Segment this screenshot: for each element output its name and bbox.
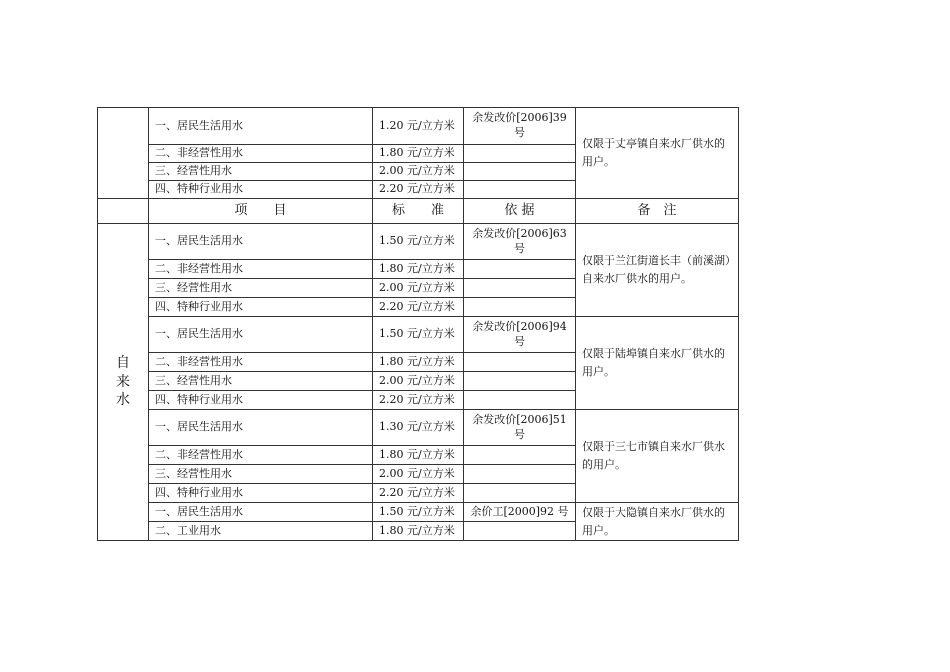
item-cell: 二、非经营性用水 [149,260,373,279]
note-cell: 仅限于丈亭镇自来水厂供水的用户。 [576,108,739,199]
basis-cell-empty [464,446,576,465]
standard-cell: 1.50 元/立方米 [373,503,464,522]
category-char: 水 [116,392,130,409]
basis-cell-empty [464,522,576,541]
item-cell: 三、经营性用水 [149,465,373,484]
standard-cell: 1.80 元/立方米 [373,522,464,541]
item-cell: 四、特种行业用水 [149,181,373,199]
note-cell: 仅限于陆埠镇自来水厂供水的用户。 [576,317,739,410]
basis-cell-empty [464,181,576,199]
basis-cell: 余发改价[2006]94号 [464,317,576,353]
item-cell: 一、居民生活用水 [149,317,373,353]
table-row [98,503,739,522]
standard-cell: 2.20 元/立方米 [373,181,464,199]
standard-cell: 2.20 元/立方米 [373,298,464,317]
table-row [98,317,739,353]
item-cell: 一、居民生活用水 [149,503,373,522]
note-cell: 仅限于兰江街道长丰（前溪湖）自来水厂供水的用户。 [576,224,739,317]
basis-cell-empty [464,465,576,484]
water-price-table [97,107,739,541]
category-char: 来 [116,373,130,390]
standard-cell: 2.00 元/立方米 [373,372,464,391]
item-cell: 三、经营性用水 [149,372,373,391]
header-row [98,199,739,224]
table-row [98,108,739,145]
standard-cell: 1.20 元/立方米 [373,108,464,145]
standard-cell: 1.80 元/立方米 [373,353,464,372]
item-cell: 四、特种行业用水 [149,484,373,503]
basis-cell: 余发改价[2006]39号 [464,108,576,145]
standard-cell: 1.50 元/立方米 [373,317,464,353]
basis-cell: 余发改价[2006]63号 [464,224,576,260]
basis-cell-empty [464,484,576,503]
standard-cell: 1.50 元/立方米 [373,224,464,260]
item-cell: 二、非经营性用水 [149,446,373,465]
item-cell: 一、居民生活用水 [149,108,373,145]
standard-cell: 2.00 元/立方米 [373,163,464,181]
standard-cell: 1.80 元/立方米 [373,260,464,279]
item-cell: 一、居民生活用水 [149,410,373,446]
header-empty [98,199,149,224]
standard-cell: 1.30 元/立方米 [373,410,464,446]
header-item: 项 目 [149,199,373,224]
item-cell: 四、特种行业用水 [149,298,373,317]
basis-cell-empty [464,353,576,372]
basis-cell-empty [464,260,576,279]
category-cell [98,224,149,541]
category-char: 自 [116,354,130,371]
item-cell: 四、特种行业用水 [149,391,373,410]
basis-cell: 余发改价[2006]51号 [464,410,576,446]
basis-cell-empty [464,279,576,298]
note-cell: 仅限于大隐镇自来水厂供水的用户。 [576,503,739,541]
basis-cell: 余价工[2000]92 号 [464,503,576,522]
basis-cell-empty [464,372,576,391]
item-cell: 二、非经营性用水 [149,145,373,163]
item-cell: 二、工业用水 [149,522,373,541]
table-row [98,224,739,260]
header-standard: 标 准 [373,199,464,224]
note-cell: 仅限于三七市镇自来水厂供水的用户。 [576,410,739,503]
header-note: 备 注 [576,199,739,224]
category-cell-empty [98,108,149,199]
standard-cell: 2.20 元/立方米 [373,484,464,503]
header-basis: 依 据 [464,199,576,224]
basis-cell-empty [464,145,576,163]
item-cell: 三、经营性用水 [149,279,373,298]
basis-cell-empty [464,163,576,181]
item-cell: 一、居民生活用水 [149,224,373,260]
basis-cell-empty [464,298,576,317]
item-cell: 三、经营性用水 [149,163,373,181]
basis-cell-empty [464,391,576,410]
item-cell: 二、非经营性用水 [149,353,373,372]
standard-cell: 2.20 元/立方米 [373,391,464,410]
standard-cell: 2.00 元/立方米 [373,279,464,298]
standard-cell: 1.80 元/立方米 [373,145,464,163]
standard-cell: 2.00 元/立方米 [373,465,464,484]
standard-cell: 1.80 元/立方米 [373,446,464,465]
table-row [98,410,739,446]
